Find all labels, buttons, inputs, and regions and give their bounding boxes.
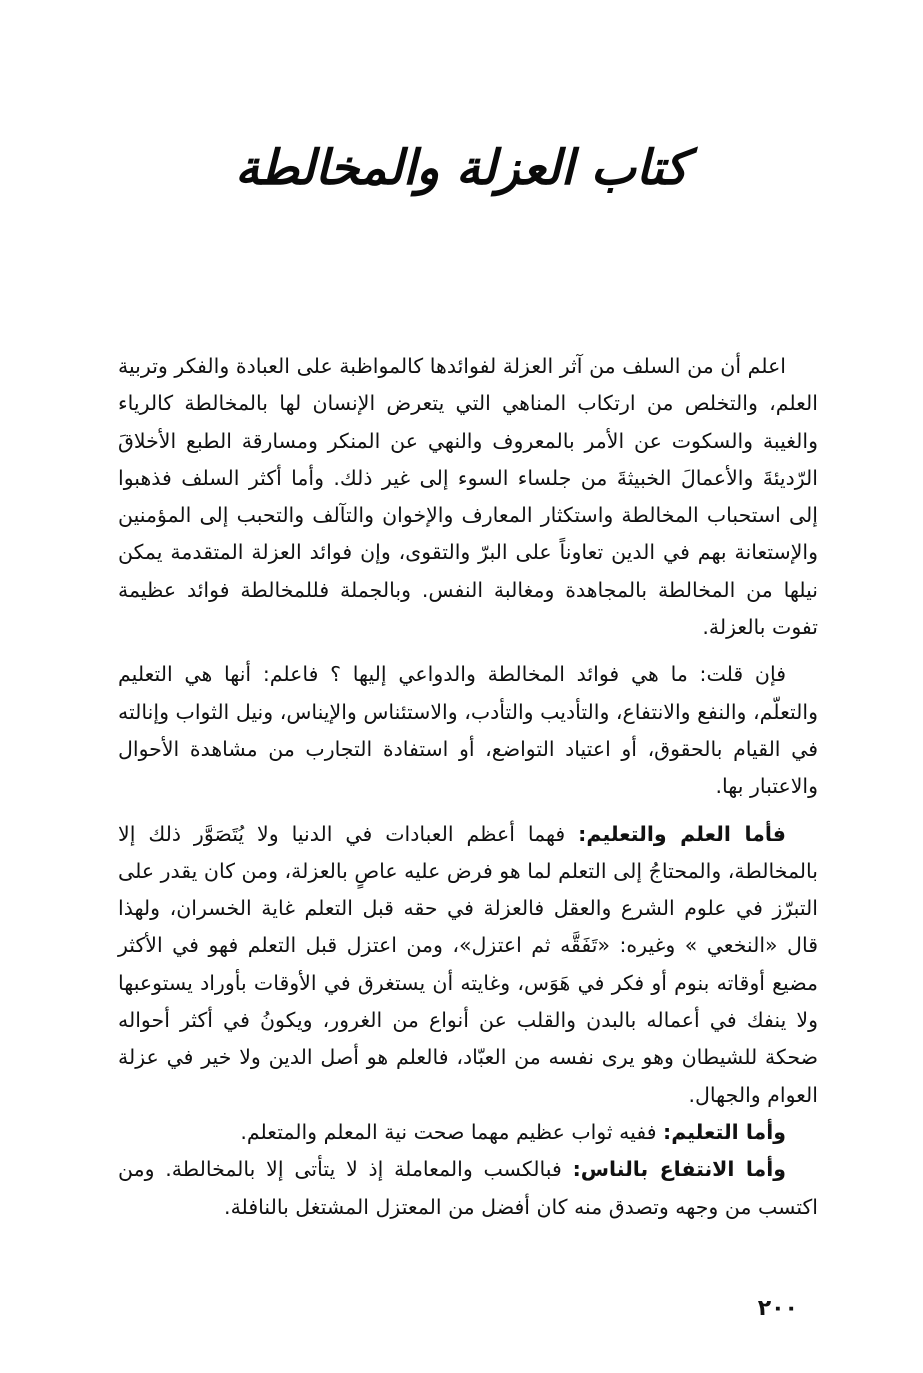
paragraph-5-lead: وأما الانتفاع بالناس: bbox=[572, 1157, 787, 1182]
paragraph-1-text: اعلم أن من السلف من آثر العزلة لفوائدها كالمواظبة على العبادة والفكر وتربية العلم، والتخلص من ارتكاب المناهي التي يتعرض الإنسان لها بالمخالطة كالرياء والغيبة والسكوت عن الأمر بالمعروف والنهي عن المنكر ومسارقة الطبع الأخلاقَ الرّديئةَ والأعمالَ الخبيثةَ من جلساء السوء إلى غير ذلك. وأما أكثر السلف فذهبوا إلى استحباب المخالطة واستكثار المعارف والإخوان والتآلف والتحبب إلى المؤمنين والإستعانة بهم في الدين تعاوناً على البرّ والتقوى، وإن فوائد العزلة المتقدمة يمكن نيلها من المخالطة بالمجاهدة ومغالبة النفس. وبالجملة فللمخالطة فوائد عظيمة تفوت بالعزلة. bbox=[118, 354, 818, 640]
paragraph-5-text: فبالكسب والمعاملة إذ لا يتأتى إلا بالمخالطة. ومن اكتسب من وجهه وتصدق منه كان أفضل من المعتزل المشتغل بالنافلة. bbox=[118, 1157, 818, 1219]
paragraph-2-text: فإن قلت: ما هي فوائد المخالطة والدواعي إليها ؟ فاعلم: أنها هي التعليم والتعلّم، والنفع والانتفاع، والتأديب والتأدب، والاستئناس والإيناس، ونيل الثواب وإنالته في القيام بالحقوق، أو اعتياد التواضع، أو استفادة التجارب من مشاهدة الأحوال والاعتبار بها. bbox=[118, 662, 818, 799]
chapter-title: كتاب العزلة والمخالطة bbox=[235, 140, 688, 196]
paragraph-3 bbox=[118, 816, 818, 1114]
paragraph-5 bbox=[118, 1151, 818, 1226]
paragraph-4-lead: وأما التعليم: bbox=[663, 1119, 786, 1144]
paragraph-1 bbox=[118, 348, 818, 646]
paragraph-4-text: ففيه ثواب عظيم مهما صحت نية المعلم والمتعلم. bbox=[240, 1119, 664, 1144]
paragraph-3-text: فهما أعظم العبادات في الدنيا ولا يُتَصَوَّر ذلك إلا بالمخالطة، والمحتاجُ إلى التعلم لما هو فرض عليه عاصٍ بالعزلة، ومن كان يقدر على التبرّز في علوم الشرع والعقل فالعزلة في حقه قبل التعلم غاية الخسران، ولهذا قال «النخعي » وغيره: «تَفَقَّه ثم اعتزل»، ومن اعتزل قبل التعلم فهو في الأكثر مضيع أوقاته بنوم أو فكر في هَوَس، وغايته أن يستغرق في الأوقات بأوراد يستوعبها ولا ينفك في أعماله بالبدن والقلب عن أنواع من الغرور، ويكونُ في أكثر أحواله ضحكة للشيطان وهو يرى نفسه من العبّاد، فالعلم هو أصل الدين ولا خير في عزلة العوام والجهال. bbox=[118, 821, 818, 1107]
page-number: ٢٠٠ bbox=[757, 1296, 798, 1321]
paragraph-3-lead: فأما العلم والتعليم: bbox=[578, 821, 786, 846]
page-body bbox=[118, 348, 818, 1226]
paragraph-4 bbox=[118, 1114, 818, 1151]
paragraph-2 bbox=[118, 656, 818, 805]
